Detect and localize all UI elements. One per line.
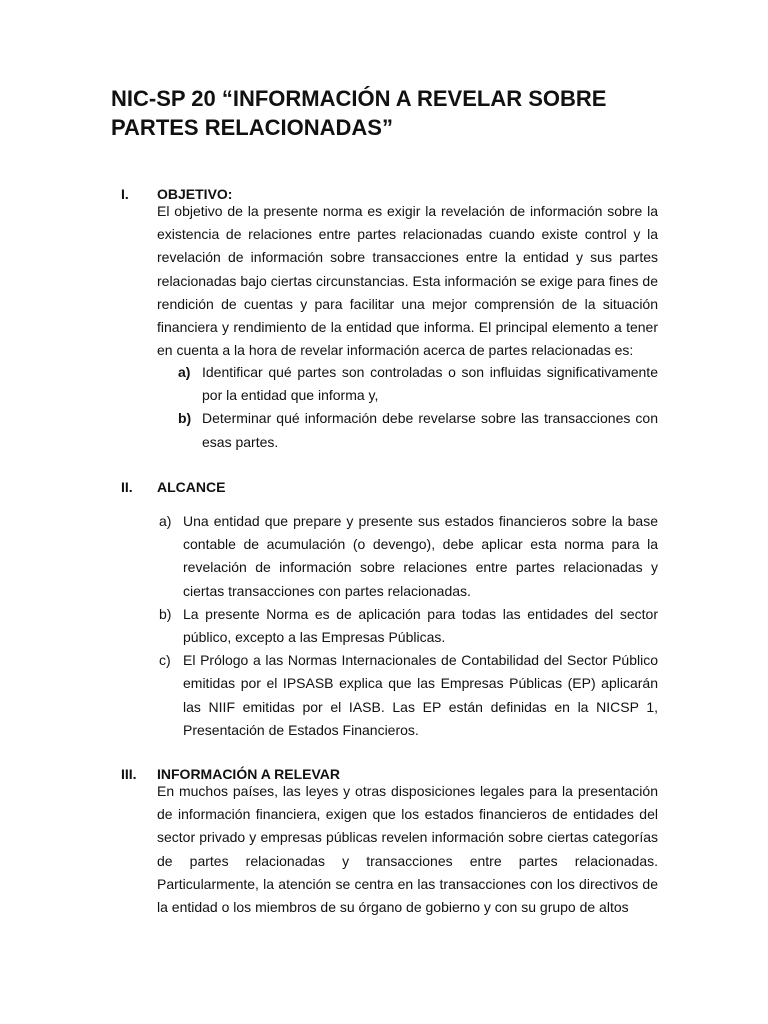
section-number: III. [121, 766, 137, 782]
section-paragraph: En muchos países, las leyes y otras disposiciones legales para la presentación de información financiera, exigen que los estados financieros de entidades del sector privado y empresas públicas revelen información sobre ciertas categorías de partes relacionadas y transacciones entre partes relacionadas. Particularmente, la atención se centra en las transacciones con los directivos de la entidad o los miembros de su órgano de gobierno y con su grupo de altos [157, 783, 658, 916]
list-item [178, 407, 658, 453]
list-item [159, 649, 658, 742]
list-item [178, 361, 658, 407]
section-heading: ALCANCE [157, 479, 226, 495]
list-marker: b) [178, 410, 192, 427]
section-number: II. [121, 479, 133, 495]
list-item-text: Identificar qué partes son controladas o son influidas significativamente por la entidad que informa y, [202, 364, 658, 404]
list-item-text: La presente Norma es de aplicación para todas las entidades del sector público, excepto a las Empresas Públicas. [183, 605, 658, 646]
list-item [159, 603, 658, 649]
list-item-text: Una entidad que prepare y presente sus estados financieros sobre la base contable de acumulación (o devengo), debe aplicar esta norma para la revelación de información sobre relaciones entre partes relacionadas y ciertas transacciones con partes relacionadas. [183, 513, 658, 599]
section-heading: OBJETIVO: [157, 186, 233, 202]
section-paragraph: El objetivo de la presente norma es exigir la revelación de información sobre la existencia de relaciones entre partes relacionadas cuando existe control y la revelación de información sobre transacciones entre la entidad y sus partes relacionadas bajo ciertas circunstancias. Esta información se exige para fines de rendición de cuentas y para facilitar una mejor comprensión de la situación financiera y rendimiento de la entidad que informa. El principal elemento a tener en cuenta a la hora de revelar información acerca de partes relacionadas es: [157, 203, 658, 359]
list-marker: b) [159, 605, 172, 622]
section-number: I. [121, 186, 129, 202]
document-title: NIC-SP 20 “INFORMACIÓN A REVELAR SOBRE PARTES RELACIONADAS” [111, 86, 607, 140]
scope-list [159, 510, 658, 742]
list-item-text: Determinar qué información debe revelarse sobre las transacciones con esas partes. [202, 410, 658, 450]
objective-list [178, 361, 658, 454]
list-marker: a) [178, 364, 191, 380]
list-marker: c) [159, 652, 171, 669]
list-marker: a) [159, 513, 172, 529]
list-item-text: El Prólogo a las Normas Internacionales de Contabilidad del Sector Público emitidas por el IPSASB explica que las Empresas Públicas (EP) aplicarán las NIIF emitidas por el IASB. Las EP están definidas en la NICSP 1, Presentación de Estados Financieros. [183, 652, 658, 738]
list-item [159, 510, 658, 603]
section-heading: INFORMACIÓN A RELEVAR [157, 766, 341, 782]
